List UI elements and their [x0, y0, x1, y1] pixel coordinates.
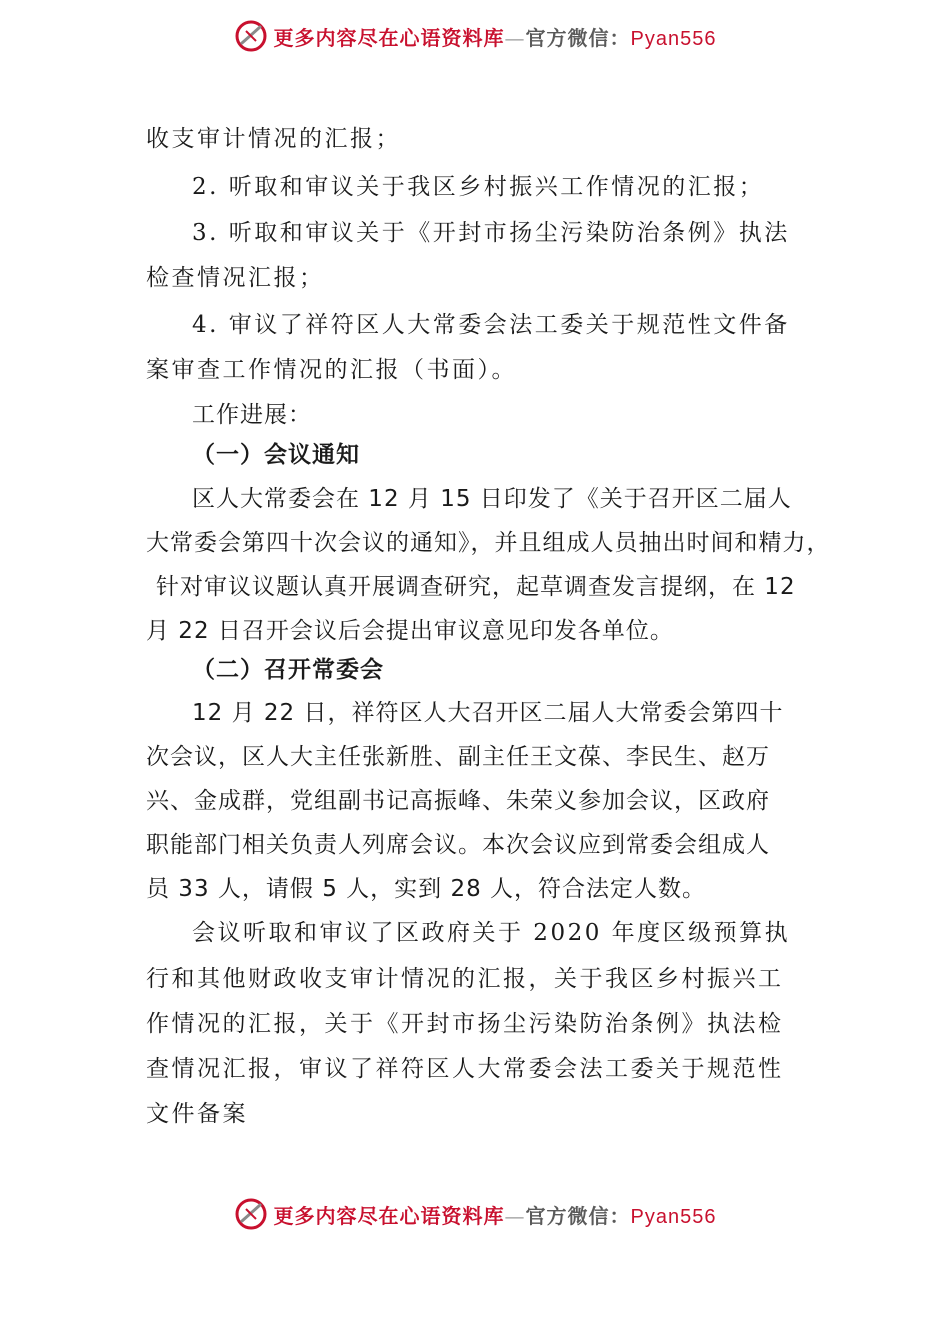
- footer-dash: —: [504, 1203, 526, 1228]
- logo-icon: [234, 1197, 268, 1231]
- paragraph-line: 行和其他财政收支审计情况的汇报，关于我区乡村振兴工: [146, 966, 784, 992]
- paragraph-line: 月 22 日召开会议后会提出审议意见印发各单位。: [146, 618, 674, 644]
- paragraph-line: 次会议，区人大主任张新胜、副主任王文葆、李民生、赵万: [146, 744, 770, 770]
- footer-wechat-id: Pyan556: [630, 1205, 717, 1228]
- paragraph-line: 大常委会第四十次会议的通知》，并且组成人员抽出时间和精力，: [146, 530, 831, 556]
- paragraph-line: 员 33 人，请假 5 人，实到 28 人，符合法定人数。: [146, 876, 707, 902]
- body-line: 检查情况汇报；: [146, 265, 325, 291]
- paragraph-line: 12 月 22 日，祥符区人大召开区二届人大常委会第四十: [192, 700, 784, 726]
- footer-brand: 更多内容尽在心语资料库: [273, 1203, 505, 1228]
- body-line: 收支审计情况的汇报；: [146, 126, 401, 152]
- section-heading: （二）召开常委会: [192, 657, 384, 683]
- header-wechat-label: 官方微信：: [525, 25, 631, 50]
- body-line: 案审查工作情况的汇报（书面）。: [146, 357, 517, 383]
- footer-wechat-label: 官方微信：: [525, 1203, 631, 1228]
- section-heading: （一）会议通知: [192, 442, 360, 468]
- header-dash: —: [504, 25, 526, 50]
- footer-banner: [0, 1194, 950, 1234]
- paragraph-line: 兴、金成群，党组副书记高振峰、朱荣义参加会议，区政府: [146, 788, 770, 814]
- paragraph-line: 针对审议议题认真开展调查研究，起草调查发言提纲，在 12: [156, 574, 796, 600]
- paragraph-line: 区人大常委会在 12 月 15 日印发了《关于召开区二届人: [192, 486, 792, 512]
- header-text: [274, 22, 717, 51]
- paragraph-line: 会议听取和审议了区政府关于 2020 年度区级预算执: [192, 920, 791, 946]
- header-brand: 更多内容尽在心语资料库: [273, 25, 505, 50]
- header-wechat-id: Pyan556: [630, 27, 717, 50]
- section-label: 工作进展：: [192, 402, 312, 428]
- paragraph-line: 作情况的汇报，关于《开封市扬尘污染防治条例》执法检: [146, 1011, 784, 1037]
- list-item: 4. 审议了祥符区人大常委会法工委关于规范性文件备: [192, 312, 790, 338]
- list-item: 2. 听取和审议关于我区乡村振兴工作情况的汇报；: [192, 174, 765, 200]
- footer-text: [274, 1200, 717, 1229]
- list-item: 3. 听取和审议关于《开封市扬尘污染防治条例》执法: [192, 220, 790, 246]
- logo-icon: [234, 19, 268, 53]
- header-banner: [0, 16, 950, 56]
- paragraph-line: 文件备案: [146, 1101, 248, 1127]
- paragraph-line: 职能部门相关负责人列席会议。本次会议应到常委会组成人: [146, 832, 770, 858]
- paragraph-line: 查情况汇报，审议了祥符区人大常委会法工委关于规范性: [146, 1056, 784, 1082]
